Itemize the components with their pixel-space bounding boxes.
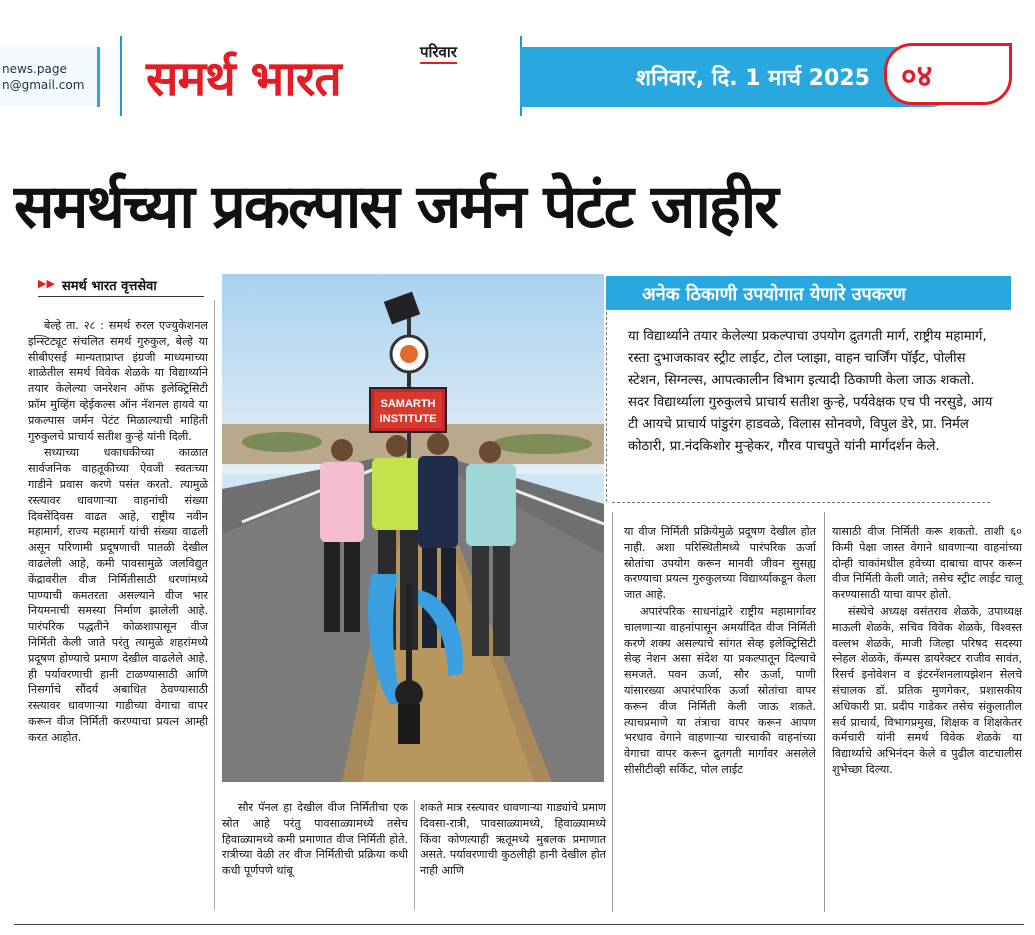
page-bottom-rule bbox=[14, 924, 1024, 925]
masthead-tag: परिवार bbox=[420, 42, 457, 64]
paragraph: या वीज निर्मिती प्रक्रियेमुळे प्रदूषण देखील होत नाही. अशा परिस्थितीमध्ये पारंपरिक ऊर्जा स्रोतांचा उपयोग करून मानवी जीवन सुसह्य करण्याचा प्रयत्न गुरुकुलच्या विद्यार्थ्याकडून केला जात आहे. bbox=[624, 525, 816, 602]
box-border-left bbox=[606, 312, 607, 502]
header-contact bbox=[0, 47, 100, 107]
paragraph: सध्याच्या धकाधकीच्या काळात सार्वजनिक वाहतूकीच्या ऐवजी स्वतःच्या गाडीने प्रवास करणे पसंत करतो. त्यामुळे रस्त्यावर धावणाऱ्या वाहनांची संख्या दिवसेंदिवस वाढत आहे, राष्ट्रीय नवीन महामार्ग, राज्य महामार्ग यांची संख्या वाढली असून परिणामी प्रदूषणाची पातळी देखील वाढलेली आहे, कमी पावसामुळे जलविद्युत केंद्रावरील वीज निर्मितीसाठी धरणांमध्ये पाण्याची कमतरता असल्याने वीज भार नियमनाची समस्या निर्माण झालेली आहे. पारंपरिक पद्धतीने कोळशापासून वीज निर्मिती केली जाते परंतु त्यामुळे शहरांमध्ये प्रदूषण होण्याचे प्रमाण देखील वाढलेले आहे. ही पर्यावरणाची हानी टाळण्यासाठी आणि निसर्गाचे सौंदर्य अबाधित ठेवण्यासाठी रस्त्यावर धावणाऱ्या गाडीच्या वेगाचा वापर करून वीज निर्मिती करण्याचा प्रयत्न आम्ही करत आहोत. bbox=[28, 446, 208, 744]
article-column-1 bbox=[28, 318, 208, 747]
article-column-3 bbox=[420, 800, 606, 880]
box-title: अनेक ठिकाणी उपयोगात येणारे उपकरण bbox=[606, 276, 1011, 310]
masthead-logo: समर्थ भारत bbox=[146, 51, 341, 107]
byline-rule bbox=[38, 296, 204, 297]
page-number: ०४ bbox=[901, 59, 933, 94]
header-divider-left bbox=[120, 36, 122, 116]
header-email: n@gmail.com bbox=[2, 78, 85, 92]
article-column-2 bbox=[222, 800, 408, 880]
paragraph: शकते मात्र रस्त्यावर धावणाऱ्या गाड्यांचे प्रमाण दिवसा-रात्री, पावसाळ्यामध्ये, हिवाळ्यामध्ये किंवा कोणत्याही ऋतूमध्ये मुबलक प्रमाणात असते. पर्यावरणाची कुठलीही हानी देखील होत नाही आणि bbox=[420, 801, 606, 878]
page-number-badge bbox=[884, 43, 1012, 105]
sign-text: SAMARTH bbox=[380, 398, 436, 410]
byline: समर्थ भारत वृत्तसेवा bbox=[62, 279, 157, 294]
article-column-4 bbox=[624, 524, 816, 779]
article-column-5 bbox=[832, 524, 1022, 779]
column-divider bbox=[414, 800, 415, 910]
header-website: news.page bbox=[2, 62, 67, 76]
byline-arrow-icon: ▶▶ bbox=[38, 277, 55, 290]
article-photo bbox=[222, 274, 604, 782]
paragraph: सौर पॅनल हा देखील वीज निर्मितीचा एक स्रोत आहे परंतु पावसाळ्यामध्ये तसेच हिवाळ्यामध्ये कमी प्रमाणात वीज निर्मिती होते. रात्रीच्या वेळी तर वीज निर्मितीची प्रक्रिया कधी कधी पूर्णपणे थांबू bbox=[222, 801, 408, 878]
paragraph: यासाठी वीज निर्मिती करू शकतो. ताशी ६० किमी पेक्षा जास्त वेगाने धावणाऱ्या वाहनांच्या दोन्ही चाकांमधील हवेच्या दाबाचा वापर करून वीज निर्मिती केली जाते; तसेच स्ट्रीट लाईट चालू करण्यासाठी याचा वापर होतो. bbox=[832, 525, 1022, 602]
box-text: या विद्यार्थ्याने तयार केलेल्या प्रकल्पाचा उपयोग द्रुतगती मार्ग, राष्ट्रीय महामार्ग, रस्ता दुभाजकावर स्ट्रीट लाईट, टोल प्लाझा, वाहन चार्जिंग पॉईंट, पोलीस स्टेशन, सिग्नल्स, आपत्कालीन विभाग इत्यादी ठिकाणी केला जाऊ शकतो. सदर विद्यार्थ्याला गुरुकुलचे प्राचार्य सतीश कुऱ्हे, पर्यवेक्षक एच पी नरसुडे, आय टी आयचे प्राचार्य पांडुरंग हाडवळे, विलास सोनवणे, विपुल डेरे, प्रा. निर्मल कोठारी, प्रा.नंदकिशोर मुऱ्हेकर, गौरव पाचपुते यांनी मार्गदर्शन केले. bbox=[628, 329, 993, 454]
box-border-bottom bbox=[612, 502, 990, 503]
column-divider bbox=[214, 300, 215, 910]
paragraph: संस्थेचे अध्यक्ष वसंतराव शेळके, उपाध्यक्ष माऊली शेळके, सचिव विवेक शेळके, विश्वस्त वल्लभ शेळके, माजी जिल्हा परिषद सदस्या स्नेहल शेळके, कॅम्पस डायरेक्टर राजीव सावंत, रिसर्च इनोवेशन व इंटरनॅशनलायझेशन सेलचे संचालक डॉ. प्रतिक मुणगेकर, प्रशासकीय अधिकारी प्रा. प्रदीप गाडेकर तसेच संकुलातील सर्व प्राचार्य, विभागप्रमुख, शिक्षक व शिक्षकेतर कर्मचारी यांनी समर्थ विवेक शेळके या विद्यार्थ्याचे अभिनंदन केले व पुढील वाटचालीस शुभेच्छा दिल्या. bbox=[832, 604, 1022, 776]
column-divider bbox=[824, 512, 825, 912]
paragraph: अपारंपरिक साधनांद्वारे राष्ट्रीय महामार्गावर चालणाऱ्या वाहनांपासून अमर्यादित वीज निर्मिती करणे शक्य असल्याचे सांगत सेव्ह इलेक्ट्रिसिटी सेव्ह नेशन असा संदेश या प्रकल्पातून दिल्याचे समजते. पवन ऊर्जा, सौर ऊर्जा, पाणी यांसारख्या अपारंपारिक ऊर्जा स्रोतांचा वापर करून वीज निर्मिती केली जाऊ शकते. त्याचप्रमाणे या तंत्राचा वापर करून आपण भरधाव वेगाने वाहणाऱ्या चारचाकी वाहनांच्या वेगाचा वापर करून द्रुतगती मार्गावर असलेले सीसीटीव्ही सर्किट, पोल लाईट bbox=[624, 604, 816, 776]
svg-text:INSTITUTE: INSTITUTE bbox=[379, 413, 437, 425]
photo-illustration bbox=[222, 274, 604, 782]
paragraph: बेल्हे ता. २८ : समर्थ रुरल एज्युकेशनल इन्स्टिट्यूट संचलित समर्थ गुरुकुल, बेल्हे या सीबीएसई मान्यताप्राप्त इंग्रजी माध्यमाच्या शाळेतील समर्थ विवेक शेळके या विद्यार्थ्याने तयार केलेल्या जनरेशन ऑफ इलेक्ट्रिसिटी फ्रॉम मुव्हिंग व्हेईकल्स ऑन नॅशनल हायवे या प्रकल्पास जर्मन पेटंट मिळाल्याची माहिती गुरुकुलचे प्राचार्य सतीश कुऱ्हे यांनी दिली. bbox=[28, 319, 208, 443]
issue-date: शनिवार, दि. 1 मार्च 2025 bbox=[636, 66, 870, 91]
column-divider bbox=[612, 512, 613, 912]
headline: समर्थच्या प्रकल्पास जर्मन पेटंट जाहीर bbox=[14, 172, 777, 242]
